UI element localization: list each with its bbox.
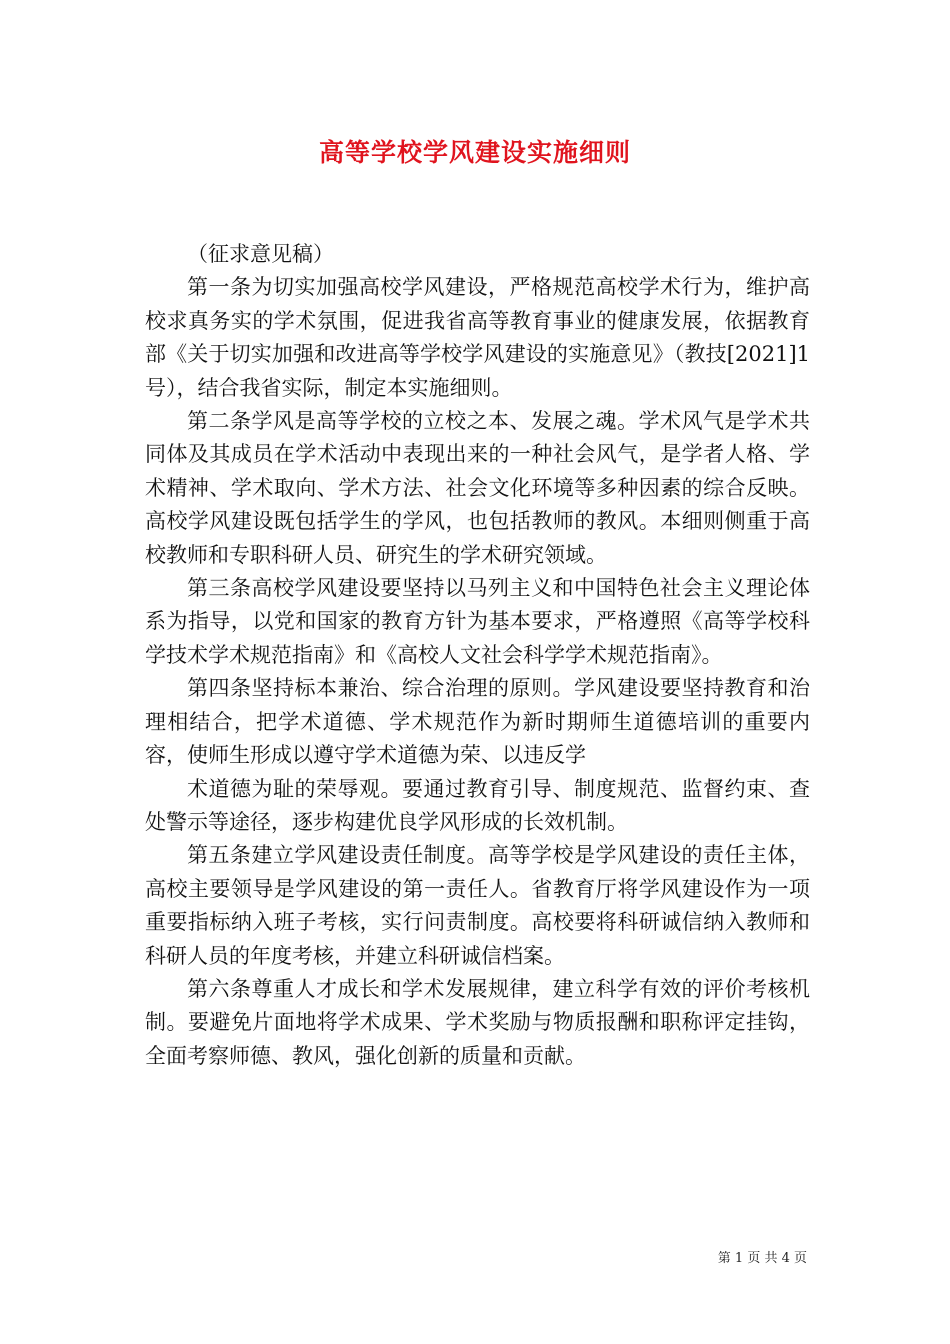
page-footer: 第 1 页 共 4 页	[717, 1251, 807, 1266]
article-3: 第三条高校学风建设要坚持以马列主义和中国特色社会主义理论体系为指导，以党和国家的教育方针为基本要求，严格遵照《高等学校科学技术学术规范指南》和《高校人文社会科学学术规范指南》。	[145, 576, 810, 667]
article-4-part-1: 第四条坚持标本兼治、综合治理的原则。学风建设要坚持教育和治理相结合，把学术道德、学术规范作为新时期师生道德培训的重要内容，使师生形成以遵守学术道德为荣、以违反学	[145, 676, 810, 768]
article-2: 第二条学风是高等学校的立校之本、发展之魂。学术风气是学术共同体及其成员在学术活动中表现出来的一种社会风气，是学者人格、学术精神、学术取向、学术方法、社会文化环境等多种因素的综合反映。高校学风建设既包括学生的学风，也包括教师的教风。本细则侧重于高校教师和专职科研人员、研究生的学术研究领域。	[145, 409, 810, 567]
article-4-part-2: 术道德为耻的荣辱观。要通过教育引导、制度规范、监督约束、查处警示等途径，逐步构建优良学风形成的长效机制。	[145, 776, 810, 834]
draft-note: （征求意见稿）	[187, 242, 334, 266]
article-6: 第六条尊重人才成长和学术发展规律，建立科学有效的评价考核机制。要避免片面地将学术成果、学术奖励与物质报酬和职称评定挂钩，全面考察师德、教风，强化创新的质量和贡献。	[145, 976, 810, 1068]
document-body	[145, 238, 810, 1073]
article-5: 第五条建立学风建设责任制度。高等学校是学风建设的责任主体，高校主要领导是学风建设的第一责任人。省教育厅将学风建设作为一项重要指标纳入班子考核，实行问责制度。高校要将科研诚信纳入教师和科研人员的年度考核，并建立科研诚信档案。	[145, 843, 810, 968]
article-1: 第一条为切实加强高校学风建设，严格规范高校学术行为，维护高校求真务实的学术氛围，促进我省高等教育事业的健康发展，依据教育部《关于切实加强和改进高等学校学风建设的实施意见》（教技[2021]1号），结合我省实际，制定本实施细则。	[145, 275, 810, 400]
document-title: 高等学校学风建设实施细则	[318, 138, 631, 167]
